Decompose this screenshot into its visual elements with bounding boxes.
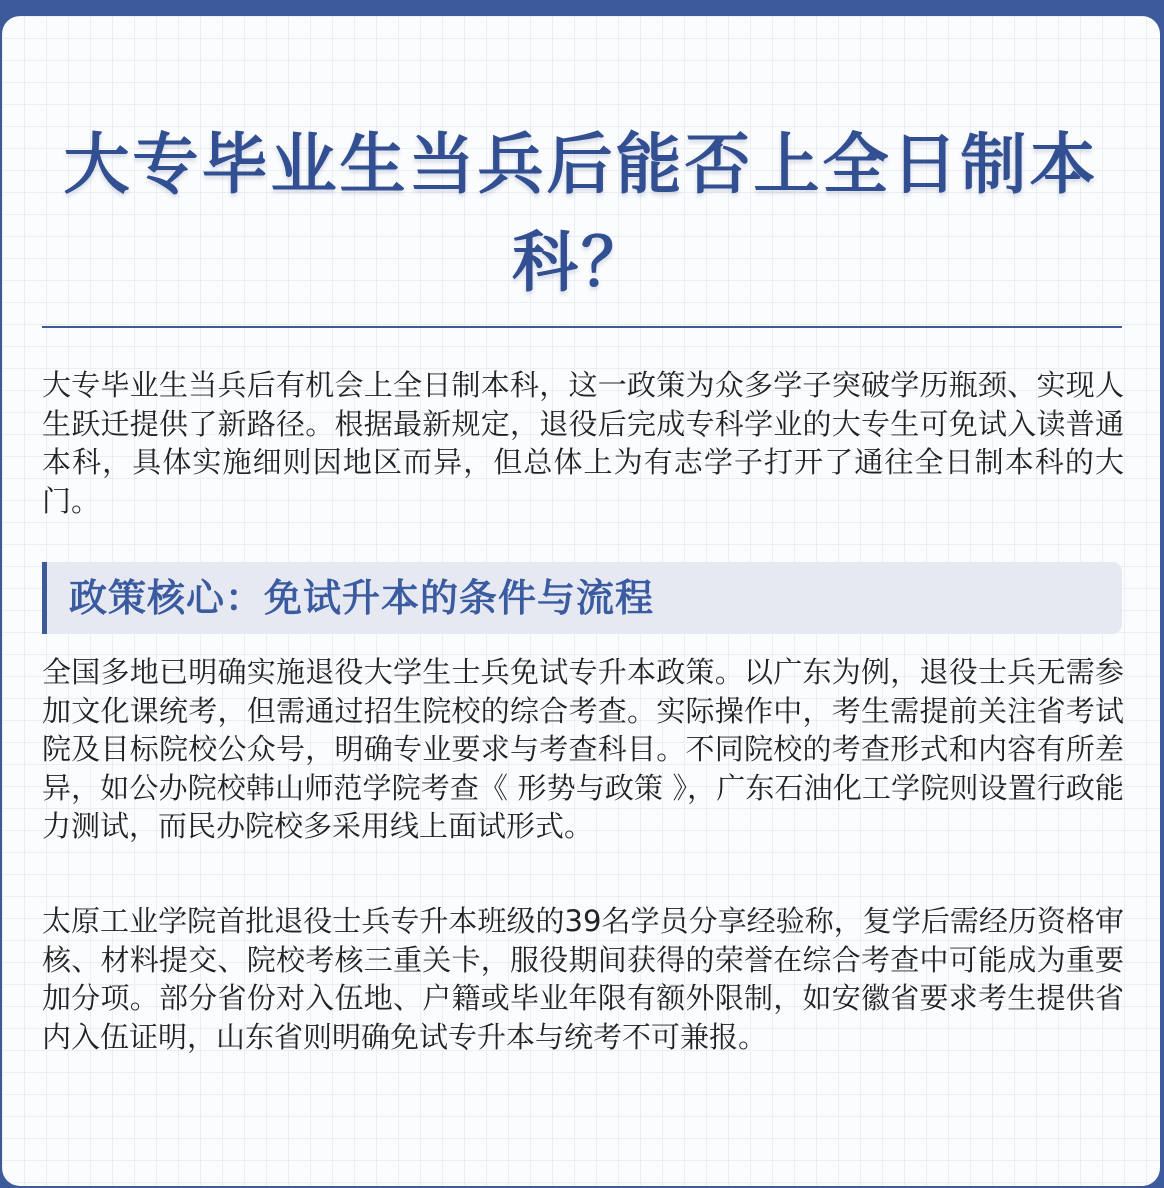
body-paragraph-2: 太原工业学院首批退役士兵专升本班级的39名学员分享经验称，复学后需经历资格审核、材料提交、院校考核三重关卡，服役期间获得的荣誉在综合考查中可能成为重要加分项。部分省份对入伍地、户籍或毕业年限有额外限制，如安徽省要求考生提供省内入伍证明，山东省则明确免试专升本与统考不可兼报。 <box>42 904 1124 1054</box>
title-divider <box>42 326 1122 328</box>
article-card <box>2 16 1160 1186</box>
page-title: 大专毕业生当兵后能否上全日制本科？ <box>63 126 1099 301</box>
intro-paragraph: 大专毕业生当兵后有机会上全日制本科，这一政策为众多学子突破学历瓶颈、实现人生跃迁提供了新路径。根据最新规定，退役后完成专科学业的大专生可免试入读普通本科，具体实施细则因地区而异，但总体上为有志学子打开了通往全日制本科的大门。 <box>42 368 1124 518</box>
section-header <box>42 562 1122 634</box>
body-paragraph-1: 全国多地已明确实施退役大学生士兵免试专升本政策。以广东为例，退役士兵无需参加文化课统考，但需通过招生院校的综合考查。实际操作中，考生需提前关注省考试院及目标院校公众号，明确专业要求与考查科目。不同院校的考查形式和内容有所差异，如公办院校韩山师范学院考查《 形势与政策 》，广东石油化工学院则设置行政能力测试，而民办院校多采用线上面试形式。 <box>42 655 1124 843</box>
section-title: 政策核心：免试升本的条件与流程 <box>69 576 655 620</box>
